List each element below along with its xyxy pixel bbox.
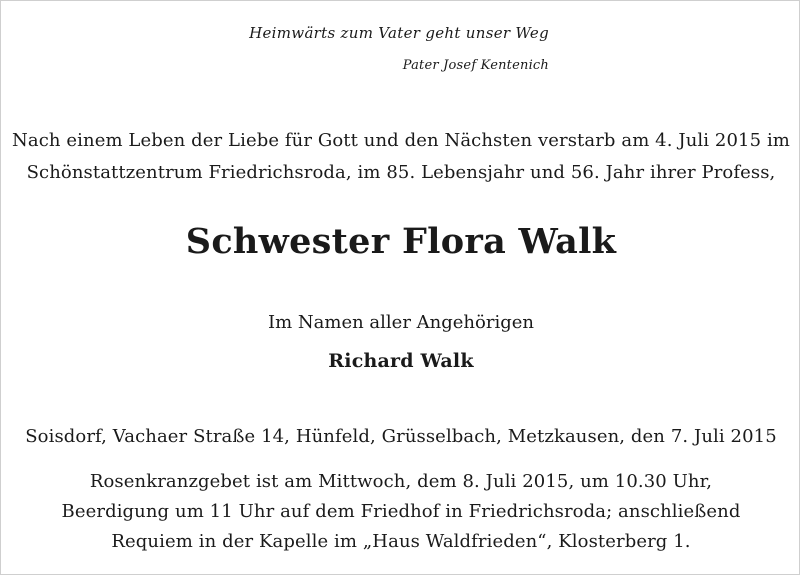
motto-author: Pater Josef Kentenich (402, 58, 549, 73)
place-and-date: Soisdorf, Vachaer Straße 14, Hünfeld, Grüsselbach, Metzkausen, den 7. Juli 2015 (25, 426, 777, 447)
service-line: Rosenkranzgebet ist am Mittwoch, dem 8. Juli 2015, um 10.30 Uhr, (89, 471, 713, 492)
mourner-name: Richard Walk (328, 350, 474, 372)
service-details (1, 467, 800, 557)
service-line: Requiem in der Kapelle im „Haus Waldfrieden“, Klosterberg 1. (111, 531, 691, 552)
announcement-line: Nach einem Leben der Liebe für Gott und den Nächsten verstarb am 4. Juli 2015 im (12, 130, 790, 151)
deceased-name: Schwester Flora Walk (185, 221, 617, 262)
motto-quote: Heimwärts zum Vater geht unser Weg (249, 24, 549, 42)
family-intro: Im Namen aller Angehörigen (268, 312, 534, 333)
death-announcement (1, 125, 800, 189)
service-line: Beerdigung um 11 Uhr auf dem Friedhof in Friedrichsroda; anschließend (61, 501, 741, 522)
announcement-line: Schönstattzentrum Friedrichsroda, im 85. Lebensjahr und 56. Jahr ihrer Profess, (26, 162, 776, 183)
